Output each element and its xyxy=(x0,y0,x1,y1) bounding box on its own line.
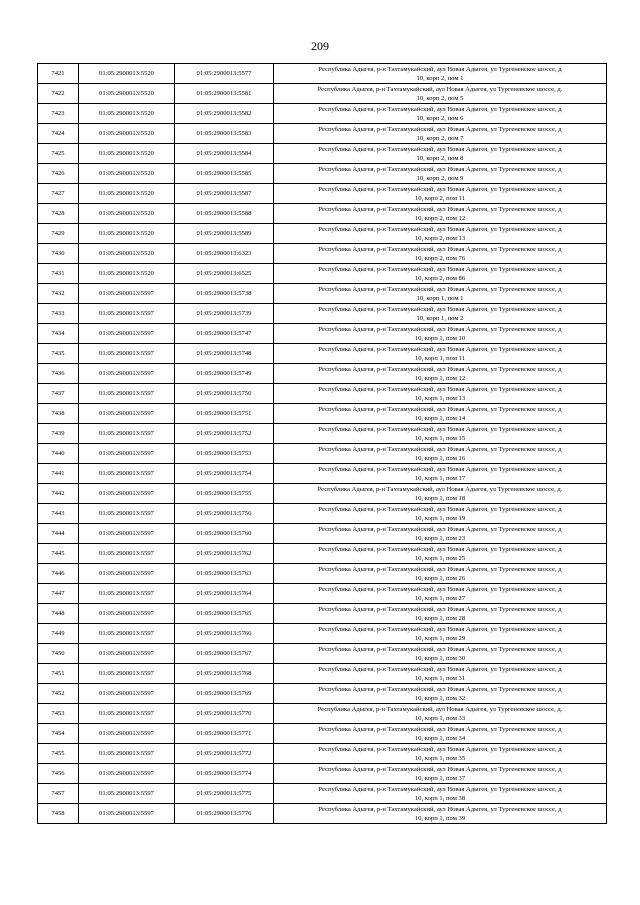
address-line-1: Республика Адыгея, р-н Тахтамукайский, аул Новая Адыгея, ул Тургеневское шоссе, д xyxy=(318,265,562,273)
row-number: 7457 xyxy=(38,784,79,804)
row-number: 7433 xyxy=(38,304,79,324)
address-cell xyxy=(274,504,607,524)
table-row xyxy=(38,764,607,784)
row-number: 7445 xyxy=(38,544,79,564)
table-row xyxy=(38,224,607,244)
address-line-2: 10, корп 1, пом 27 xyxy=(414,594,466,602)
row-number: 7424 xyxy=(38,124,79,144)
address-line-1: Республика Адыгея, р-н Тахтамукайский, аул Новая Адыгея, ул Тургеневское шоссе, д xyxy=(318,545,562,553)
address-cell xyxy=(274,404,607,424)
address-line-1: Республика Адыгея, р-н Тахтамукайский, аул Новая Адыгея, ул Тургеневское шоссе, д xyxy=(318,365,562,373)
row-number: 7428 xyxy=(38,204,79,224)
address-line-1: Республика Адыгея, р-н Тахтамукайский, аул Новая Адыгея, ул Тургеневское шоссе, д xyxy=(318,305,562,313)
row-number: 7453 xyxy=(38,704,79,724)
address-line-2: 10, корп 1, пом 39 xyxy=(414,814,466,822)
table-row xyxy=(38,104,607,124)
block-cadastral-number: 01:05:2900013:5597 xyxy=(79,364,175,384)
object-cadastral-number: 01:05:2900013:5587 xyxy=(175,184,274,204)
address-cell xyxy=(274,684,607,704)
address-line-2: 10, корп 1, пом 14 xyxy=(414,414,466,422)
address-line-1: Республика Адыгея, р-н Тахтамукайский, аул Новая Адыгея, ул Тургеневское шоссе, д xyxy=(318,805,562,813)
block-cadastral-number: 01:05:2900013:5597 xyxy=(79,684,175,704)
table-row xyxy=(38,304,607,324)
block-cadastral-number: 01:05:2900013:5520 xyxy=(79,184,175,204)
table-row xyxy=(38,164,607,184)
address-line-1: Республика Адыгея, р-н Тахтамукайский, аул Новая Адыгея, ул Тургеневское шоссе, д xyxy=(318,645,562,653)
address-line-2: 10, корп 2, пом 1 xyxy=(416,74,464,82)
object-cadastral-number: 01:05:2900013:5750 xyxy=(175,384,274,404)
table-row xyxy=(38,804,607,824)
address-line-2: 10, корп 1, пом 15 xyxy=(414,434,466,442)
block-cadastral-number: 01:05:2900013:5597 xyxy=(79,444,175,464)
object-cadastral-number: 01:05:2900013:5770 xyxy=(175,704,274,724)
address-line-1: Республика Адыгея, р-н Тахтамукайский, аул Новая Адыгея, ул Тургеневское шоссе, д xyxy=(318,665,562,673)
address-cell xyxy=(274,804,607,824)
address-line-2: 10, корп 1, пом 13 xyxy=(414,394,466,402)
row-number: 7436 xyxy=(38,364,79,384)
address-line-2: 10, корп 1, пом 29 xyxy=(414,634,466,642)
row-number: 7439 xyxy=(38,424,79,444)
object-cadastral-number: 01:05:2900013:5764 xyxy=(175,584,274,604)
table-row xyxy=(38,444,607,464)
address-cell xyxy=(274,444,607,464)
table-row xyxy=(38,144,607,164)
address-line-2: 10, корп 1, пом 34 xyxy=(414,734,466,742)
object-cadastral-number: 01:05:2900013:5768 xyxy=(175,664,274,684)
table-row xyxy=(38,324,607,344)
address-line-2: 10, корп 2, пом 5 xyxy=(416,94,464,102)
address-cell xyxy=(274,464,607,484)
block-cadastral-number: 01:05:2900013:5597 xyxy=(79,524,175,544)
address-line-1: Республика Адыгея, р-н Тахтамукайский, аул Новая Адыгея, ул Тургеневское шоссе, д xyxy=(318,605,562,613)
address-line-2: 10, корп 2, пом 12 xyxy=(414,214,466,222)
address-line-2: 10, корп 1, пом 31 xyxy=(414,674,466,682)
object-cadastral-number: 01:05:2900013:5767 xyxy=(175,644,274,664)
object-cadastral-number: 01:05:2900013:6525 xyxy=(175,264,274,284)
row-number: 7442 xyxy=(38,484,79,504)
address-cell xyxy=(274,204,607,224)
address-cell xyxy=(274,704,607,724)
address-line-1: Республика Адыгея, р-н Тахтамукайский, аул Новая Адыгея, ул Тургеневское шоссе, д xyxy=(318,585,562,593)
block-cadastral-number: 01:05:2900013:5597 xyxy=(79,504,175,524)
address-line-1: Республика Адыгея, р-н Тахтамукайский, аул Новая Адыгея, ул Тургеневское шоссе, д xyxy=(318,125,562,133)
row-number: 7452 xyxy=(38,684,79,704)
address-line-2: 10, корп 1, пом 12 xyxy=(414,374,466,382)
address-cell xyxy=(274,664,607,684)
table-row xyxy=(38,404,607,424)
address-cell xyxy=(274,144,607,164)
block-cadastral-number: 01:05:2900013:5520 xyxy=(79,264,175,284)
row-number: 7429 xyxy=(38,224,79,244)
address-line-2: 10, корп 1, пом 30 xyxy=(414,654,466,662)
row-number: 7437 xyxy=(38,384,79,404)
table-row xyxy=(38,564,607,584)
address-line-1: Республика Адыгея, р-н Тахтамукайский, аул Новая Адыгея, ул Тургеневское шоссе, д xyxy=(318,145,562,153)
registry-table-body xyxy=(38,64,607,824)
address-cell xyxy=(274,424,607,444)
address-cell xyxy=(274,364,607,384)
object-cadastral-number: 01:05:2900013:5769 xyxy=(175,684,274,704)
address-line-2: 10, корп 2, пом 6 xyxy=(416,114,464,122)
object-cadastral-number: 01:05:2900013:6323 xyxy=(175,244,274,264)
row-number: 7447 xyxy=(38,584,79,604)
block-cadastral-number: 01:05:2900013:5597 xyxy=(79,664,175,684)
address-line-2: 10, корп 1, пом 16 xyxy=(414,454,466,462)
address-cell xyxy=(274,744,607,764)
address-line-2: 10, корп 1, пом 26 xyxy=(414,574,466,582)
table-row xyxy=(38,484,607,504)
address-line-1: Республика Адыгея, р-н Тахтамукайский, аул Новая Адыгея, ул Тургеневское шоссе, д xyxy=(318,745,562,753)
address-cell xyxy=(274,244,607,264)
address-line-1: Республика Адыгея, р-н Тахтамукайский, аул Новая Адыгея, ул Тургеневское шоссе, д xyxy=(318,165,562,173)
object-cadastral-number: 01:05:2900013:5763 xyxy=(175,564,274,584)
table-row xyxy=(38,344,607,364)
object-cadastral-number: 01:05:2900013:5584 xyxy=(175,144,274,164)
address-cell xyxy=(274,164,607,184)
address-line-2: 10, корп 2, пом 86 xyxy=(414,274,466,282)
object-cadastral-number: 01:05:2900013:5776 xyxy=(175,804,274,824)
block-cadastral-number: 01:05:2900013:5520 xyxy=(79,164,175,184)
table-row xyxy=(38,264,607,284)
object-cadastral-number: 01:05:2900013:5589 xyxy=(175,224,274,244)
address-line-1: Республика Адыгея, р-н Тахтамукайский, аул Новая Адыгея, ул Тургеневское шоссе, д xyxy=(318,185,562,193)
address-cell xyxy=(274,64,607,84)
address-line-1: Республика Адыгея, р-н Тахтамукайский, аул Новая Адыгея, ул Тургеневское шоссе, д. xyxy=(317,85,563,93)
object-cadastral-number: 01:05:2900013:5760 xyxy=(175,524,274,544)
row-number: 7423 xyxy=(38,104,79,124)
object-cadastral-number: 01:05:2900013:5747 xyxy=(175,324,274,344)
block-cadastral-number: 01:05:2900013:5520 xyxy=(79,204,175,224)
object-cadastral-number: 01:05:2900013:5585 xyxy=(175,164,274,184)
block-cadastral-number: 01:05:2900013:5520 xyxy=(79,144,175,164)
table-row xyxy=(38,664,607,684)
block-cadastral-number: 01:05:2900013:5597 xyxy=(79,344,175,364)
block-cadastral-number: 01:05:2900013:5520 xyxy=(79,124,175,144)
address-line-1: Республика Адыгея, р-н Тахтамукайский, аул Новая Адыгея, ул Тургеневское шоссе, д xyxy=(318,65,562,73)
row-number: 7426 xyxy=(38,164,79,184)
address-line-1: Республика Адыгея, р-н Тахтамукайский, аул Новая Адыгея, ул Тургеневское шоссе, д xyxy=(318,245,562,253)
object-cadastral-number: 01:05:2900013:5766 xyxy=(175,624,274,644)
table-row xyxy=(38,84,607,104)
block-cadastral-number: 01:05:2900013:5597 xyxy=(79,804,175,824)
object-cadastral-number: 01:05:2900013:5774 xyxy=(175,764,274,784)
address-line-1: Республика Адыгея, р-н Тахтамукайский, аул Новая Адыгея, ул Тургеневское шоссе, д xyxy=(318,465,562,473)
block-cadastral-number: 01:05:2900013:5597 xyxy=(79,544,175,564)
address-cell xyxy=(274,224,607,244)
table-row xyxy=(38,724,607,744)
address-cell xyxy=(274,124,607,144)
address-line-1: Республика Адыгея, р-н Тахтамукайский, аул Новая Адыгея, ул Тургеневское шоссе, д xyxy=(318,345,562,353)
address-line-1: Республика Адыгея, р-н Тахтамукайский, аул Новая Адыгея, ул Тургеневское шоссе, д xyxy=(318,405,562,413)
object-cadastral-number: 01:05:2900013:5772 xyxy=(175,744,274,764)
address-line-1: Республика Адыгея, р-н Тахтамукайский, аул Новая Адыгея, ул Тургеневское шоссе, д xyxy=(318,785,562,793)
row-number: 7431 xyxy=(38,264,79,284)
row-number: 7448 xyxy=(38,604,79,624)
block-cadastral-number: 01:05:2900013:5597 xyxy=(79,404,175,424)
row-number: 7421 xyxy=(38,64,79,84)
table-row xyxy=(38,684,607,704)
address-cell xyxy=(274,104,607,124)
row-number: 7449 xyxy=(38,624,79,644)
table-row xyxy=(38,624,607,644)
block-cadastral-number: 01:05:2900013:5520 xyxy=(79,104,175,124)
object-cadastral-number: 01:05:2900013:5762 xyxy=(175,544,274,564)
address-line-2: 10, корп 2, пом 76 xyxy=(414,254,466,262)
table-row xyxy=(38,64,607,84)
address-cell xyxy=(274,564,607,584)
row-number: 7427 xyxy=(38,184,79,204)
row-number: 7425 xyxy=(38,144,79,164)
block-cadastral-number: 01:05:2900013:5597 xyxy=(79,304,175,324)
table-row xyxy=(38,644,607,664)
address-line-1: Республика Адыгея, р-н Тахтамукайский, аул Новая Адыгея, ул Тургеневское шоссе, д xyxy=(318,225,562,233)
object-cadastral-number: 01:05:2900013:5739 xyxy=(175,304,274,324)
table-row xyxy=(38,744,607,764)
object-cadastral-number: 01:05:2900013:5583 xyxy=(175,124,274,144)
object-cadastral-number: 01:05:2900013:5753 xyxy=(175,444,274,464)
address-cell xyxy=(274,484,607,504)
row-number: 7458 xyxy=(38,804,79,824)
address-line-1: Республика Адыгея, р-н Тахтамукайский, аул Новая Адыгея, ул Тургеневское шоссе, д xyxy=(318,445,562,453)
address-cell xyxy=(274,84,607,104)
row-number: 7454 xyxy=(38,724,79,744)
property-registry-table xyxy=(37,63,607,824)
address-line-2: 10, корп 1, пом 33 xyxy=(414,714,466,722)
block-cadastral-number: 01:05:2900013:5597 xyxy=(79,564,175,584)
address-line-2: 10, корп 1, пом 10 xyxy=(414,334,466,342)
address-line-1: Республика Адыгея, р-н Тахтамукайский, аул Новая Адыгея, ул Тургеневское шоссе, д. xyxy=(317,705,563,713)
address-cell xyxy=(274,584,607,604)
row-number: 7434 xyxy=(38,324,79,344)
address-line-1: Республика Адыгея, р-н Тахтамукайский, аул Новая Адыгея, ул Тургеневское шоссе, д xyxy=(318,105,562,113)
row-number: 7443 xyxy=(38,504,79,524)
address-line-1: Республика Адыгея, р-н Тахтамукайский, аул Новая Адыгея, ул Тургеневское шоссе, д. xyxy=(317,485,563,493)
block-cadastral-number: 01:05:2900013:5597 xyxy=(79,484,175,504)
row-number: 7450 xyxy=(38,644,79,664)
address-cell xyxy=(274,344,607,364)
object-cadastral-number: 01:05:2900013:5749 xyxy=(175,364,274,384)
row-number: 7456 xyxy=(38,764,79,784)
object-cadastral-number: 01:05:2900013:5751 xyxy=(175,404,274,424)
address-line-2: 10, корп 2, пом 9 xyxy=(416,174,464,182)
block-cadastral-number: 01:05:2900013:5520 xyxy=(79,64,175,84)
address-line-1: Республика Адыгея, р-н Тахтамукайский, аул Новая Адыгея, ул Тургеневское шоссе, д xyxy=(318,625,562,633)
address-line-2: 10, корп 2, пом 8 xyxy=(416,154,464,162)
address-line-2: 10, корп 1, пом 25 xyxy=(414,554,466,562)
block-cadastral-number: 01:05:2900013:5597 xyxy=(79,464,175,484)
address-cell xyxy=(274,184,607,204)
address-cell xyxy=(274,784,607,804)
address-line-2: 10, корп 2, пом 11 xyxy=(415,194,465,202)
address-line-1: Республика Адыгея, р-н Тахтамукайский, аул Новая Адыгея, ул Тургеневское шоссе, д xyxy=(318,525,562,533)
address-line-2: 10, корп 1, пом 11 xyxy=(415,354,465,362)
block-cadastral-number: 01:05:2900013:5597 xyxy=(79,584,175,604)
row-number: 7430 xyxy=(38,244,79,264)
block-cadastral-number: 01:05:2900013:5597 xyxy=(79,784,175,804)
address-line-1: Республика Адыгея, р-н Тахтамукайский, аул Новая Адыгея, ул Тургеневское шоссе, д xyxy=(318,565,562,573)
address-line-1: Республика Адыгея, р-н Тахтамукайский, аул Новая Адыгея, ул Тургеневское шоссе, д xyxy=(318,385,562,393)
row-number: 7444 xyxy=(38,524,79,544)
address-cell xyxy=(274,324,607,344)
address-line-2: 10, корп 1, пом 18 xyxy=(414,494,466,502)
object-cadastral-number: 01:05:2900013:5775 xyxy=(175,784,274,804)
table-row xyxy=(38,244,607,264)
page-number: 209 xyxy=(311,39,329,53)
address-line-2: 10, корп 2, пом 7 xyxy=(416,134,464,142)
row-number: 7432 xyxy=(38,284,79,304)
address-line-1: Республика Адыгея, р-н Тахтамукайский, аул Новая Адыгея, ул Тургеневское шоссе, д xyxy=(318,285,562,293)
block-cadastral-number: 01:05:2900013:5597 xyxy=(79,624,175,644)
table-row xyxy=(38,584,607,604)
row-number: 7446 xyxy=(38,564,79,584)
address-line-1: Республика Адыгея, р-н Тахтамукайский, аул Новая Адыгея, ул Тургеневское шоссе, д xyxy=(318,205,562,213)
table-row xyxy=(38,384,607,404)
address-cell xyxy=(274,724,607,744)
object-cadastral-number: 01:05:2900013:5754 xyxy=(175,464,274,484)
address-line-2: 10, корп 1, пом 23 xyxy=(414,534,466,542)
block-cadastral-number: 01:05:2900013:5597 xyxy=(79,604,175,624)
row-number: 7438 xyxy=(38,404,79,424)
object-cadastral-number: 01:05:2900013:5755 xyxy=(175,484,274,504)
block-cadastral-number: 01:05:2900013:5597 xyxy=(79,764,175,784)
address-line-2: 10, корп 1, пом 2 xyxy=(416,314,464,322)
address-cell xyxy=(274,284,607,304)
address-cell xyxy=(274,304,607,324)
address-line-2: 10, корп 1, пом 38 xyxy=(414,794,466,802)
address-line-1: Республика Адыгея, р-н Тахтамукайский, аул Новая Адыгея, ул Тургеневское шоссе, д xyxy=(318,505,562,513)
address-cell xyxy=(274,624,607,644)
table-row xyxy=(38,524,607,544)
object-cadastral-number: 01:05:2900013:5765 xyxy=(175,604,274,624)
table-row xyxy=(38,544,607,564)
block-cadastral-number: 01:05:2900013:5520 xyxy=(79,84,175,104)
block-cadastral-number: 01:05:2900013:5520 xyxy=(79,224,175,244)
row-number: 7441 xyxy=(38,464,79,484)
address-line-2: 10, корп 1, пом 19 xyxy=(414,514,466,522)
table-row xyxy=(38,364,607,384)
table-row xyxy=(38,604,607,624)
block-cadastral-number: 01:05:2900013:5597 xyxy=(79,704,175,724)
address-line-2: 10, корп 1, пом 17 xyxy=(414,474,466,482)
object-cadastral-number: 01:05:2900013:5588 xyxy=(175,204,274,224)
address-line-1: Республика Адыгея, р-н Тахтамукайский, аул Новая Адыгея, ул Тургеневское шоссе, д xyxy=(318,685,562,693)
address-cell xyxy=(274,384,607,404)
block-cadastral-number: 01:05:2900013:5597 xyxy=(79,324,175,344)
block-cadastral-number: 01:05:2900013:5597 xyxy=(79,384,175,404)
address-line-1: Республика Адыгея, р-н Тахтамукайский, аул Новая Адыгея, ул Тургеневское шоссе, д xyxy=(318,325,562,333)
object-cadastral-number: 01:05:2900013:5582 xyxy=(175,104,274,124)
address-line-2: 10, корп 1, пом 32 xyxy=(414,694,466,702)
block-cadastral-number: 01:05:2900013:5597 xyxy=(79,644,175,664)
address-cell xyxy=(274,644,607,664)
address-line-1: Республика Адыгея, р-н Тахтамукайский, аул Новая Адыгея, ул Тургеневское шоссе, д xyxy=(318,425,562,433)
object-cadastral-number: 01:05:2900013:5577 xyxy=(175,64,274,84)
object-cadastral-number: 01:05:2900013:5738 xyxy=(175,284,274,304)
table-row xyxy=(38,204,607,224)
block-cadastral-number: 01:05:2900013:5520 xyxy=(79,244,175,264)
table-row xyxy=(38,124,607,144)
table-row xyxy=(38,784,607,804)
block-cadastral-number: 01:05:2900013:5597 xyxy=(79,284,175,304)
row-number: 7455 xyxy=(38,744,79,764)
address-cell xyxy=(274,524,607,544)
address-line-2: 10, корп 1, пом 37 xyxy=(414,774,466,782)
address-cell xyxy=(274,764,607,784)
table-row xyxy=(38,704,607,724)
block-cadastral-number: 01:05:2900013:5597 xyxy=(79,724,175,744)
row-number: 7451 xyxy=(38,664,79,684)
block-cadastral-number: 01:05:2900013:5597 xyxy=(79,424,175,444)
object-cadastral-number: 01:05:2900013:5748 xyxy=(175,344,274,364)
address-line-1: Республика Адыгея, р-н Тахтамукайский, аул Новая Адыгея, ул Тургеневское шоссе, д xyxy=(318,725,562,733)
row-number: 7422 xyxy=(38,84,79,104)
table-row xyxy=(38,424,607,444)
object-cadastral-number: 01:05:2900013:5581 xyxy=(175,84,274,104)
block-cadastral-number: 01:05:2900013:5597 xyxy=(79,744,175,764)
address-line-1: Республика Адыгея, р-н Тахтамукайский, аул Новая Адыгея, ул Тургеневское шоссе, д xyxy=(318,765,562,773)
object-cadastral-number: 01:05:2900013:5771 xyxy=(175,724,274,744)
row-number: 7435 xyxy=(38,344,79,364)
table-row xyxy=(38,284,607,304)
table-row xyxy=(38,504,607,524)
address-line-2: 10, корп 1, пом 35 xyxy=(414,754,466,762)
address-cell xyxy=(274,604,607,624)
address-cell xyxy=(274,544,607,564)
address-line-2: 10, корп 1, пом 1 xyxy=(416,294,464,302)
address-line-2: 10, корп 1, пом 28 xyxy=(414,614,466,622)
address-cell xyxy=(274,264,607,284)
table-row xyxy=(38,464,607,484)
row-number: 7440 xyxy=(38,444,79,464)
address-line-2: 10, корп 2, пом 13 xyxy=(414,234,466,242)
object-cadastral-number: 01:05:2900013:5756 xyxy=(175,504,274,524)
object-cadastral-number: 01:05:2900013:5752 xyxy=(175,424,274,444)
table-row xyxy=(38,184,607,204)
